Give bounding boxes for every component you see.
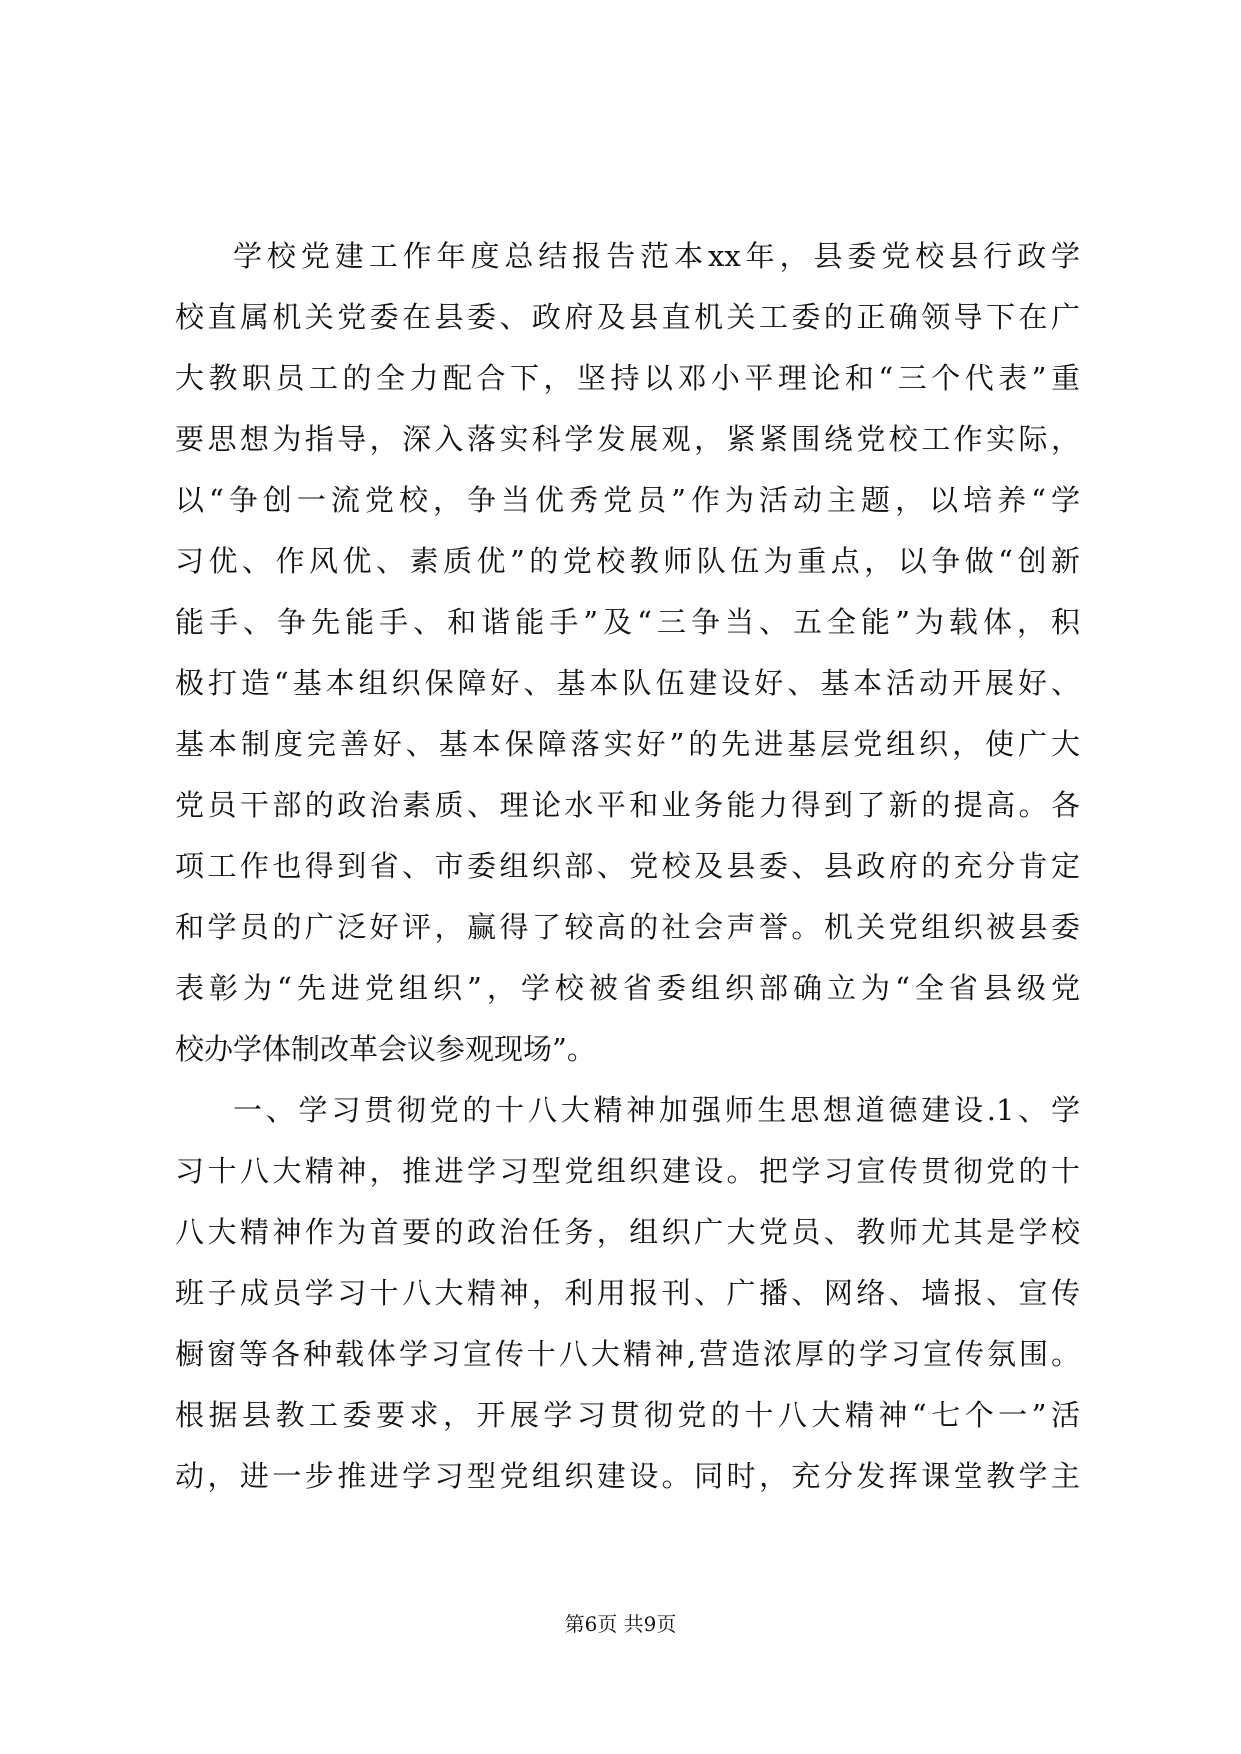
document-body [175, 226, 1080, 1507]
text-line: 和学员的广泛好评，赢得了较高的社会声誉。机关党组织被县委 [175, 910, 1080, 944]
text-line: 要思想为指导，深入落实科学发展观，紧紧围绕党校工作实际， [175, 422, 1080, 456]
text-line: 党员干部的政治素质、理论水平和业务能力得到了新的提高。各 [175, 788, 1080, 822]
paragraph-1 [175, 226, 1080, 1080]
text-line: 一、学习贯彻党的十八大精神加强师生思想道德建设.1、学 [233, 1093, 1080, 1127]
text-line: 校办学体制改革会议参观现场”。 [175, 1032, 596, 1066]
text-line: 动，进一步推进学习型党组织建设。同时，充分发挥课堂教学主 [175, 1459, 1080, 1493]
text-line: 班子成员学习十八大精神，利用报刊、广播、网络、墙报、宣传 [175, 1276, 1080, 1310]
text-line: 项工作也得到省、市委组织部、党校及县委、县政府的充分肯定 [175, 849, 1080, 883]
text-line: 基本制度完善好、基本保障落实好”的先进基层党组织，使广大 [175, 727, 1080, 761]
text-line: 校直属机关党委在县委、政府及县直机关工委的正确领导下在广 [175, 300, 1080, 334]
text-line: 习十八大精神，推进学习型党组织建设。把学习宣传贯彻党的十 [175, 1154, 1080, 1188]
text-line: 表彰为“先进党组织”，学校被省委组织部确立为“全省县级党 [175, 971, 1080, 1005]
text-line: 学校党建工作年度总结报告范本xx年，县委党校县行政学 [233, 239, 1080, 273]
paragraph-2 [175, 1080, 1080, 1507]
text-line: 根据县教工委要求，开展学习贯彻党的十八大精神“七个一”活 [175, 1398, 1080, 1432]
page-number-indicator: 第6页 共9页 [564, 1612, 677, 1636]
text-line: 能手、争先能手、和谐能手”及“三争当、五全能”为载体，积 [175, 605, 1080, 639]
text-line: 习优、作风优、素质优”的党校教师队伍为重点，以争做“创新 [175, 544, 1080, 578]
text-line: 以“争创一流党校，争当优秀党员”作为活动主题，以培养“学 [175, 483, 1080, 517]
text-line: 极打造“基本组织保障好、基本队伍建设好、基本活动开展好、 [175, 666, 1080, 700]
text-line: 大教职员工的全力配合下，坚持以邓小平理论和“三个代表”重 [175, 361, 1080, 395]
page-footer [0, 1608, 1241, 1637]
text-line: 橱窗等各种载体学习宣传十八大精神,营造浓厚的学习宣传氛围。 [175, 1337, 1080, 1371]
text-line: 八大精神作为首要的政治任务，组织广大党员、教师尤其是学校 [175, 1215, 1080, 1249]
